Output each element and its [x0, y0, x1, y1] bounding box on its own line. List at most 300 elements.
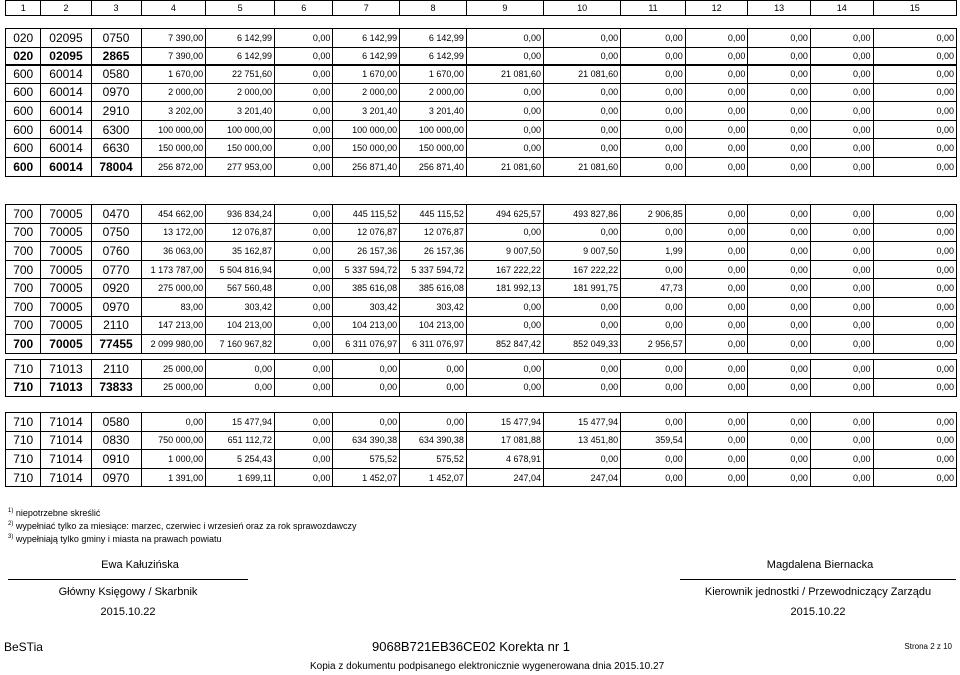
footer-copy-note: Kopia z dokumentu podpisanego elektronicznie wygenerowana dnia 2015.10.27 — [310, 661, 665, 672]
table-cell: 0,00 — [810, 47, 873, 66]
table-cell: 0,00 — [873, 260, 957, 279]
table-cell: 651 112,72 — [206, 431, 275, 450]
table-row — [6, 468, 957, 487]
table-cell: 70005 — [41, 260, 91, 279]
table-cell: 0,00 — [873, 47, 957, 66]
table-cell: 0,00 — [544, 316, 621, 335]
table-cell: 852 847,42 — [466, 335, 543, 354]
table-cell: 0920 — [91, 279, 141, 298]
table-cell: 3 201,40 — [333, 102, 400, 121]
table-cell: 710 — [6, 378, 41, 397]
table-cell: 247,04 — [544, 468, 621, 487]
table-cell: 454 662,00 — [141, 205, 206, 224]
table-cell: 21 081,60 — [466, 157, 543, 176]
right-signature-role: Kierownik jednostki / Przewodniczący Zarządu — [704, 586, 932, 598]
table-cell: 0,00 — [748, 378, 811, 397]
table-cell: 0,00 — [466, 378, 543, 397]
table-cell: 0,00 — [275, 47, 333, 66]
footer-page-number: Strona 2 z 10 — [904, 642, 952, 651]
header-cell: 14 — [810, 1, 873, 16]
table-cell: 700 — [6, 260, 41, 279]
table-cell: 150 000,00 — [333, 139, 400, 158]
table-cell: 181 992,13 — [466, 279, 543, 298]
table-cell: 25 000,00 — [141, 360, 206, 379]
table-cell: 0,00 — [810, 468, 873, 487]
table-cell: 167 222,22 — [466, 260, 543, 279]
header-cell: 9 — [466, 1, 543, 16]
table-cell: 1 173 787,00 — [141, 260, 206, 279]
table-cell: 0,00 — [873, 139, 957, 158]
table-cell: 0,00 — [275, 139, 333, 158]
table-cell: 0,00 — [466, 83, 543, 102]
table-cell: 0,00 — [685, 29, 748, 48]
table-cell: 0,00 — [748, 120, 811, 139]
table-cell: 71013 — [41, 360, 91, 379]
table-row — [6, 83, 957, 102]
table-cell: 13 451,80 — [544, 431, 621, 450]
table-cell: 0,00 — [466, 223, 543, 242]
header-table — [5, 0, 957, 16]
table-cell: 2 000,00 — [206, 83, 275, 102]
table-cell: 26 157,36 — [400, 242, 467, 261]
table-cell: 9 007,50 — [466, 242, 543, 261]
table-cell: 700 — [6, 335, 41, 354]
table-cell: 710 — [6, 450, 41, 469]
data-group-table — [5, 204, 957, 354]
table-cell: 0910 — [91, 450, 141, 469]
table-cell: 1 000,00 — [141, 450, 206, 469]
table-cell: 1,99 — [621, 242, 686, 261]
table-cell: 1 670,00 — [141, 65, 206, 84]
header-cell: 11 — [621, 1, 686, 16]
table-cell: 0,00 — [810, 83, 873, 102]
table-cell: 60014 — [41, 139, 91, 158]
table-cell: 0,00 — [544, 139, 621, 158]
table-cell: 277 953,00 — [206, 157, 275, 176]
table-cell: 0580 — [91, 413, 141, 432]
table-cell: 700 — [6, 223, 41, 242]
table-cell: 0,00 — [275, 260, 333, 279]
table-cell: 700 — [6, 242, 41, 261]
table-cell: 600 — [6, 102, 41, 121]
table-cell: 6 142,99 — [333, 29, 400, 48]
table-cell: 35 162,87 — [206, 242, 275, 261]
table-cell: 1 670,00 — [400, 65, 467, 84]
right-signature-name: Magdalena Biernacka — [766, 559, 874, 571]
table-cell: 0,00 — [685, 139, 748, 158]
table-cell: 70005 — [41, 279, 91, 298]
table-cell: 147 213,00 — [141, 316, 206, 335]
table-cell: 0,00 — [810, 242, 873, 261]
table-cell: 7 160 967,82 — [206, 335, 275, 354]
table-cell: 0,00 — [810, 157, 873, 176]
table-cell: 0,00 — [621, 316, 686, 335]
table-cell: 15 477,94 — [466, 413, 543, 432]
table-cell: 73833 — [91, 378, 141, 397]
table-cell: 0,00 — [748, 260, 811, 279]
footnote-1: $^{1)}$ niepotrzebne skreślić — [8, 508, 101, 518]
table-cell: 0,00 — [873, 223, 957, 242]
table-cell: 0,00 — [810, 29, 873, 48]
table-cell: 0,00 — [748, 223, 811, 242]
table-cell: 36 063,00 — [141, 242, 206, 261]
table-cell: 6 311 076,97 — [400, 335, 467, 354]
table-cell: 0,00 — [206, 378, 275, 397]
table-cell: 0,00 — [544, 102, 621, 121]
table-cell: 710 — [6, 360, 41, 379]
table-cell: 0,00 — [466, 47, 543, 66]
table-cell: 0,00 — [748, 29, 811, 48]
table-cell: 0,00 — [685, 316, 748, 335]
table-row — [6, 205, 957, 224]
header-cell: 8 — [400, 1, 467, 16]
table-cell: 303,42 — [206, 297, 275, 316]
header-cell: 1 — [6, 1, 41, 16]
table-cell: 0,00 — [275, 468, 333, 487]
table-cell: 600 — [6, 65, 41, 84]
table-cell: 104 213,00 — [333, 316, 400, 335]
table-cell: 0970 — [91, 297, 141, 316]
table-cell: 0,00 — [621, 29, 686, 48]
subtotal-row — [6, 47, 957, 66]
header-cell: 5 — [206, 1, 275, 16]
table-cell: 0,00 — [466, 120, 543, 139]
data-group-table — [5, 64, 957, 177]
table-cell: 0,00 — [873, 157, 957, 176]
left-signature-line — [8, 579, 248, 580]
table-cell: 700 — [6, 279, 41, 298]
table-cell: 0,00 — [748, 83, 811, 102]
table-cell: 0,00 — [275, 29, 333, 48]
table-cell: 2 000,00 — [141, 83, 206, 102]
table-cell: 0,00 — [685, 47, 748, 66]
table-cell: 6 142,99 — [400, 47, 467, 66]
table-cell: 5 337 594,72 — [400, 260, 467, 279]
table-cell: 21 081,60 — [544, 65, 621, 84]
header-cell: 2 — [41, 1, 91, 16]
table-cell: 60014 — [41, 65, 91, 84]
table-cell: 12 076,87 — [206, 223, 275, 242]
table-cell: 575,52 — [400, 450, 467, 469]
table-cell: 0,00 — [810, 316, 873, 335]
table-cell: 0,00 — [873, 102, 957, 121]
table-cell: 0,00 — [685, 102, 748, 121]
table-cell: 0,00 — [275, 65, 333, 84]
table-cell: 0,00 — [810, 102, 873, 121]
table-cell: 0,00 — [275, 413, 333, 432]
table-cell: 0,00 — [400, 413, 467, 432]
header-cell: 6 — [275, 1, 333, 16]
table-cell: 445 115,52 — [400, 205, 467, 224]
table-cell: 0,00 — [685, 260, 748, 279]
table-cell: 47,73 — [621, 279, 686, 298]
table-cell: 0,00 — [275, 83, 333, 102]
table-cell: 181 991,75 — [544, 279, 621, 298]
table-cell: 3 202,00 — [141, 102, 206, 121]
table-cell: 7 390,00 — [141, 47, 206, 66]
table-cell: 0,00 — [333, 360, 400, 379]
data-group-table — [5, 359, 957, 397]
table-row — [6, 29, 957, 48]
table-cell: 60014 — [41, 120, 91, 139]
table-cell: 12 076,87 — [333, 223, 400, 242]
table-cell: 0,00 — [748, 205, 811, 224]
table-cell: 167 222,22 — [544, 260, 621, 279]
table-cell: 0,00 — [748, 450, 811, 469]
table-cell: 303,42 — [400, 297, 467, 316]
table-row — [6, 279, 957, 298]
table-cell: 3 201,40 — [400, 102, 467, 121]
table-cell: 70005 — [41, 335, 91, 354]
table-cell: 700 — [6, 205, 41, 224]
table-cell: 71014 — [41, 431, 91, 450]
table-cell: 700 — [6, 316, 41, 335]
table-cell: 2 099 980,00 — [141, 335, 206, 354]
table-cell: 0,00 — [275, 242, 333, 261]
header-cell: 7 — [333, 1, 400, 16]
table-cell: 0,00 — [873, 413, 957, 432]
table-cell: 0,00 — [748, 47, 811, 66]
table-cell: 0,00 — [466, 139, 543, 158]
table-cell: 385 616,08 — [333, 279, 400, 298]
footnote-3: $^{3)}$ wypełniają tylko gminy i miasta na prawach powiatu — [8, 534, 222, 544]
table-cell: 0,00 — [275, 102, 333, 121]
table-cell: 0,00 — [873, 29, 957, 48]
table-cell: 15 477,94 — [544, 413, 621, 432]
table-row — [6, 450, 957, 469]
header-cell: 4 — [141, 1, 206, 16]
table-row — [6, 316, 957, 335]
table-cell: 275 000,00 — [141, 279, 206, 298]
table-row — [6, 120, 957, 139]
table-cell: 0,00 — [544, 360, 621, 379]
table-cell: 02095 — [41, 29, 91, 48]
table-cell: 0,00 — [748, 65, 811, 84]
table-cell: 0,00 — [544, 378, 621, 397]
table-cell: 0,00 — [873, 335, 957, 354]
table-cell: 15 477,94 — [206, 413, 275, 432]
table-cell: 25 000,00 — [141, 378, 206, 397]
table-cell: 0760 — [91, 242, 141, 261]
table-cell: 0,00 — [810, 450, 873, 469]
table-cell: 0,00 — [685, 413, 748, 432]
table-cell: 0,00 — [873, 242, 957, 261]
table-cell: 0,00 — [810, 260, 873, 279]
table-cell: 70005 — [41, 223, 91, 242]
table-cell: 0,00 — [748, 431, 811, 450]
table-cell: 100 000,00 — [206, 120, 275, 139]
table-cell: 0,00 — [748, 139, 811, 158]
table-cell: 0,00 — [621, 468, 686, 487]
table-cell: 0,00 — [810, 378, 873, 397]
table-cell: 12 076,87 — [400, 223, 467, 242]
table-cell: 0,00 — [685, 120, 748, 139]
table-cell: 0,00 — [544, 47, 621, 66]
table-cell: 0970 — [91, 468, 141, 487]
table-cell: 0,00 — [333, 413, 400, 432]
table-cell: 9 007,50 — [544, 242, 621, 261]
table-cell: 256 871,40 — [400, 157, 467, 176]
left-signature-role: Główny Księgowy / Skarbnik — [58, 586, 198, 598]
table-cell: 0,00 — [621, 102, 686, 121]
table-cell: 0,00 — [621, 260, 686, 279]
table-cell: 0,00 — [748, 360, 811, 379]
table-cell: 0,00 — [748, 102, 811, 121]
table-cell: 0,00 — [685, 65, 748, 84]
table-cell: 3 201,40 — [206, 102, 275, 121]
table-cell: 0,00 — [400, 360, 467, 379]
table-cell: 0,00 — [810, 120, 873, 139]
table-cell: 0,00 — [275, 335, 333, 354]
table-cell: 0,00 — [141, 413, 206, 432]
table-cell: 2110 — [91, 316, 141, 335]
table-cell: 600 — [6, 83, 41, 102]
table-cell: 0,00 — [275, 157, 333, 176]
header-cell: 10 — [544, 1, 621, 16]
table-cell: 0,00 — [400, 378, 467, 397]
table-cell: 0,00 — [275, 360, 333, 379]
table-cell: 70005 — [41, 242, 91, 261]
table-cell: 0,00 — [544, 83, 621, 102]
subtotal-row — [6, 335, 957, 354]
table-row — [6, 360, 957, 379]
table-cell: 0,00 — [810, 431, 873, 450]
table-cell: 0,00 — [466, 29, 543, 48]
table-cell: 0,00 — [748, 242, 811, 261]
table-cell: 13 172,00 — [141, 223, 206, 242]
table-cell: 100 000,00 — [141, 120, 206, 139]
table-cell: 0750 — [91, 223, 141, 242]
table-cell: 5 337 594,72 — [333, 260, 400, 279]
table-cell: 0580 — [91, 65, 141, 84]
table-cell: 1 391,00 — [141, 468, 206, 487]
header-cell: 3 — [91, 1, 141, 16]
table-cell: 02095 — [41, 47, 91, 66]
right-signature-line — [680, 579, 956, 580]
table-cell: 852 049,33 — [544, 335, 621, 354]
table-row — [6, 413, 957, 432]
table-cell: 4 678,91 — [466, 450, 543, 469]
table-cell: 0,00 — [685, 279, 748, 298]
table-cell: 020 — [6, 29, 41, 48]
table-cell: 0,00 — [466, 102, 543, 121]
table-cell: 385 616,08 — [400, 279, 467, 298]
table-cell: 0,00 — [685, 450, 748, 469]
table-cell: 0,00 — [544, 223, 621, 242]
footer-app-name: BeSTia — [4, 640, 43, 654]
table-cell: 0,00 — [621, 413, 686, 432]
table-cell: 60014 — [41, 157, 91, 176]
table-cell: 26 157,36 — [333, 242, 400, 261]
table-cell: 0,00 — [621, 65, 686, 84]
table-cell: 71014 — [41, 468, 91, 487]
table-cell: 0,00 — [621, 297, 686, 316]
table-cell: 0,00 — [873, 297, 957, 316]
table-cell: 6 142,99 — [400, 29, 467, 48]
table-cell: 0470 — [91, 205, 141, 224]
table-cell: 0750 — [91, 29, 141, 48]
header-cell: 12 — [685, 1, 748, 16]
table-row — [6, 297, 957, 316]
table-cell: 2 000,00 — [333, 83, 400, 102]
table-cell: 1 452,07 — [400, 468, 467, 487]
table-cell: 0,00 — [466, 316, 543, 335]
table-cell: 0,00 — [685, 83, 748, 102]
subtotal-row — [6, 157, 957, 176]
table-cell: 70005 — [41, 297, 91, 316]
table-cell: 100 000,00 — [400, 120, 467, 139]
table-cell: 0,00 — [748, 316, 811, 335]
table-cell: 0770 — [91, 260, 141, 279]
table-cell: 0,00 — [810, 360, 873, 379]
table-cell: 256 871,40 — [333, 157, 400, 176]
table-cell: 78004 — [91, 157, 141, 176]
table-cell: 5 254,43 — [206, 450, 275, 469]
table-cell: 0,00 — [685, 378, 748, 397]
table-cell: 6 142,99 — [206, 47, 275, 66]
table-cell: 104 213,00 — [400, 316, 467, 335]
table-cell: 70005 — [41, 205, 91, 224]
table-cell: 0,00 — [748, 413, 811, 432]
left-signature-name: Ewa Kałuzińska — [101, 559, 179, 571]
table-cell: 0,00 — [873, 120, 957, 139]
table-cell: 020 — [6, 47, 41, 66]
table-cell: 0,00 — [621, 83, 686, 102]
table-cell: 0,00 — [621, 47, 686, 66]
table-cell: 0,00 — [621, 223, 686, 242]
table-cell: 0,00 — [685, 468, 748, 487]
table-cell: 493 827,86 — [544, 205, 621, 224]
table-cell: 0,00 — [685, 297, 748, 316]
table-cell: 1 670,00 — [333, 65, 400, 84]
table-cell: 150 000,00 — [141, 139, 206, 158]
table-cell: 0,00 — [810, 297, 873, 316]
table-cell: 0,00 — [810, 65, 873, 84]
table-cell: 6 142,99 — [206, 29, 275, 48]
table-cell: 0,00 — [685, 223, 748, 242]
table-row — [6, 223, 957, 242]
table-cell: 494 625,57 — [466, 205, 543, 224]
table-cell: 0,00 — [275, 316, 333, 335]
table-cell: 150 000,00 — [206, 139, 275, 158]
table-cell: 0,00 — [275, 205, 333, 224]
table-cell: 303,42 — [333, 297, 400, 316]
table-cell: 600 — [6, 139, 41, 158]
table-cell: 21 081,60 — [544, 157, 621, 176]
table-cell: 0,00 — [748, 468, 811, 487]
table-cell: 0,00 — [873, 360, 957, 379]
table-cell: 256 872,00 — [141, 157, 206, 176]
table-row — [6, 102, 957, 121]
table-cell: 359,54 — [621, 431, 686, 450]
data-group-table — [5, 412, 957, 487]
subtotal-row — [6, 378, 957, 397]
table-cell: 0,00 — [621, 378, 686, 397]
table-cell: 6 142,99 — [333, 47, 400, 66]
table-cell: 104 213,00 — [206, 316, 275, 335]
table-cell: 0,00 — [621, 360, 686, 379]
table-cell: 710 — [6, 468, 41, 487]
table-cell: 0,00 — [810, 205, 873, 224]
table-cell: 2910 — [91, 102, 141, 121]
table-cell: 445 115,52 — [333, 205, 400, 224]
table-cell: 22 751,60 — [206, 65, 275, 84]
table-cell: 0,00 — [873, 468, 957, 487]
table-cell: 0,00 — [873, 450, 957, 469]
table-cell: 0,00 — [873, 378, 957, 397]
left-signature-date: 2015.10.22 — [100, 606, 156, 618]
table-cell: 710 — [6, 413, 41, 432]
